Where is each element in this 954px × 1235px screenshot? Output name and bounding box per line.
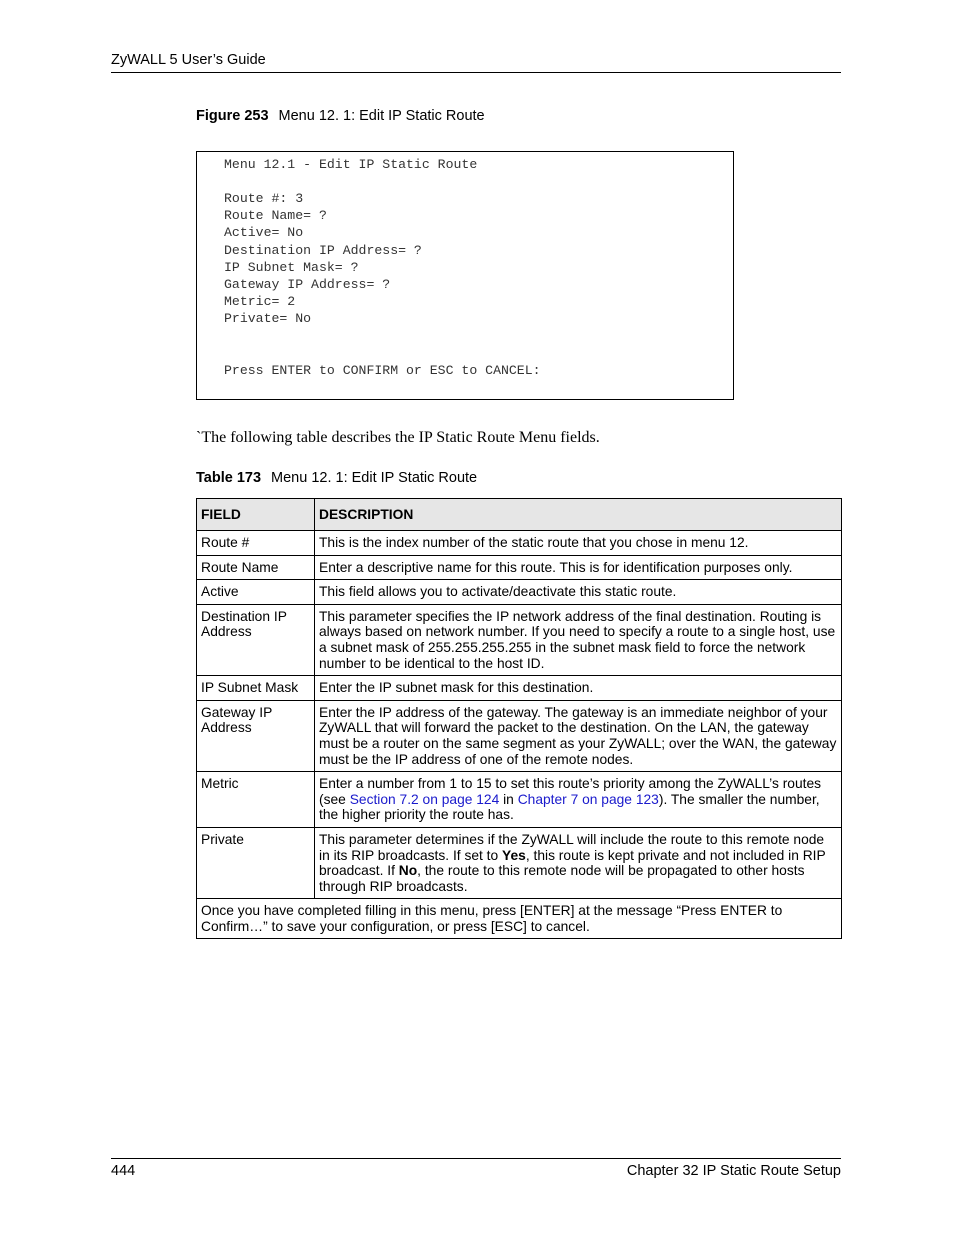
route-number-line: Route #: 3 (224, 191, 304, 206)
table-row (197, 700, 842, 771)
guide-title: ZyWALL 5 User’s Guide (111, 52, 266, 68)
chapter-link[interactable]: Chapter 7 on page 123 (517, 791, 659, 807)
table-row (197, 531, 842, 556)
description-cell: Enter a descriptive name for this route. This is for identification purposes only. (315, 555, 842, 580)
description-cell: Enter the IP address of the gateway. The gateway is an immediate neighbor of your ZyWALL that will forward the packet to the destination. On the LAN, the gateway must be a router on the same segment as your ZyWALL; over the WAN, the gateway must be the IP address of one of the remote nodes. (315, 700, 842, 771)
table-row (197, 580, 842, 605)
footer-note-cell: Once you have completed filling in this menu, press [ENTER] at the message “Press ENTER to Confirm…” to save your configuration, or press [ESC] to cancel. (197, 899, 842, 939)
field-cell: Route Name (197, 555, 315, 580)
description-cell: Enter the IP subnet mask for this destination. (315, 676, 842, 701)
subnet-mask-line: IP Subnet Mask= ? (224, 260, 359, 275)
no-keyword: No (398, 863, 418, 879)
table-title: Menu 12. 1: Edit IP Static Route (271, 470, 478, 486)
metric-text-1: Enter a number from 1 to 15 to set this route’s priority among the ZyWALL’s routes (see (319, 776, 822, 807)
route-name-line: Route Name= ? (224, 208, 327, 223)
yes-keyword: Yes (502, 847, 526, 863)
description-cell (315, 827, 842, 898)
page-footer (111, 1158, 841, 1179)
active-line: Active= No (224, 225, 304, 240)
table-row (197, 772, 842, 828)
table-row (197, 555, 842, 580)
field-cell: Route # (197, 531, 315, 556)
figure-title: Menu 12. 1: Edit IP Static Route (278, 108, 485, 124)
chapter-title: Chapter 32 IP Static Route Setup (626, 1163, 841, 1179)
description-cell: This is the index number of the static route that you chose in menu 12. (315, 531, 842, 556)
metric-line: Metric= 2 (224, 294, 296, 309)
destination-ip-line: Destination IP Address= ? (224, 243, 422, 258)
private-text-1: This parameter determines if the ZyWALL will include the route to this remote node in its RIP broadcasts. If set to (319, 831, 825, 863)
description-cell (315, 772, 842, 828)
description-column-header: DESCRIPTION (315, 499, 842, 531)
description-cell: This parameter specifies the IP network address of the final destination. Routing is always based on network number. If you need to specify a route to a single host, use a subnet mask of 255.255.255.255 in the subnet mask field to force the network number to be identical to the host ID. (315, 604, 842, 675)
field-cell: Gateway IP Address (197, 700, 315, 771)
table-row (197, 676, 842, 701)
page-number: 444 (111, 1163, 136, 1179)
metric-text-3: ). The smaller the number, the higher priority the route has. (319, 791, 820, 823)
intro-paragraph: `The following table describes the IP Static Route Menu fields. (196, 429, 600, 446)
field-cell: Private (197, 827, 315, 898)
private-text-2: , this route is kept private and not included in RIP broadcast. If (319, 847, 826, 879)
terminal-screen (196, 151, 734, 400)
section-link[interactable]: Section 7.2 on page 124 (349, 791, 500, 807)
private-line: Private= No (224, 311, 312, 326)
metric-text-2: in (499, 791, 518, 807)
table-row (197, 827, 842, 898)
menu-title-line: Menu 12.1 - Edit IP Static Route (224, 157, 478, 172)
description-cell: This field allows you to activate/deactivate this static route. (315, 580, 842, 605)
field-cell: Active (197, 580, 315, 605)
table-row (197, 604, 842, 675)
table-caption (196, 470, 477, 486)
fields-table (196, 498, 842, 939)
figure-label: Figure 253 (196, 108, 269, 124)
gateway-ip-line: Gateway IP Address= ? (224, 277, 391, 292)
table-header-row (197, 499, 842, 531)
private-text-3: , the route to this remote node will be propagated to other hosts through RIP broadcasts. (319, 863, 805, 894)
figure-caption (196, 108, 485, 124)
field-cell: Metric (197, 772, 315, 828)
page-header (111, 52, 841, 73)
table-label: Table 173 (196, 470, 262, 486)
table-footer-row (197, 899, 842, 939)
field-cell: IP Subnet Mask (197, 676, 315, 701)
field-column-header: FIELD (197, 499, 315, 531)
confirm-prompt-line: Press ENTER to CONFIRM or ESC to CANCEL: (224, 363, 541, 378)
field-cell: Destination IP Address (197, 604, 315, 675)
